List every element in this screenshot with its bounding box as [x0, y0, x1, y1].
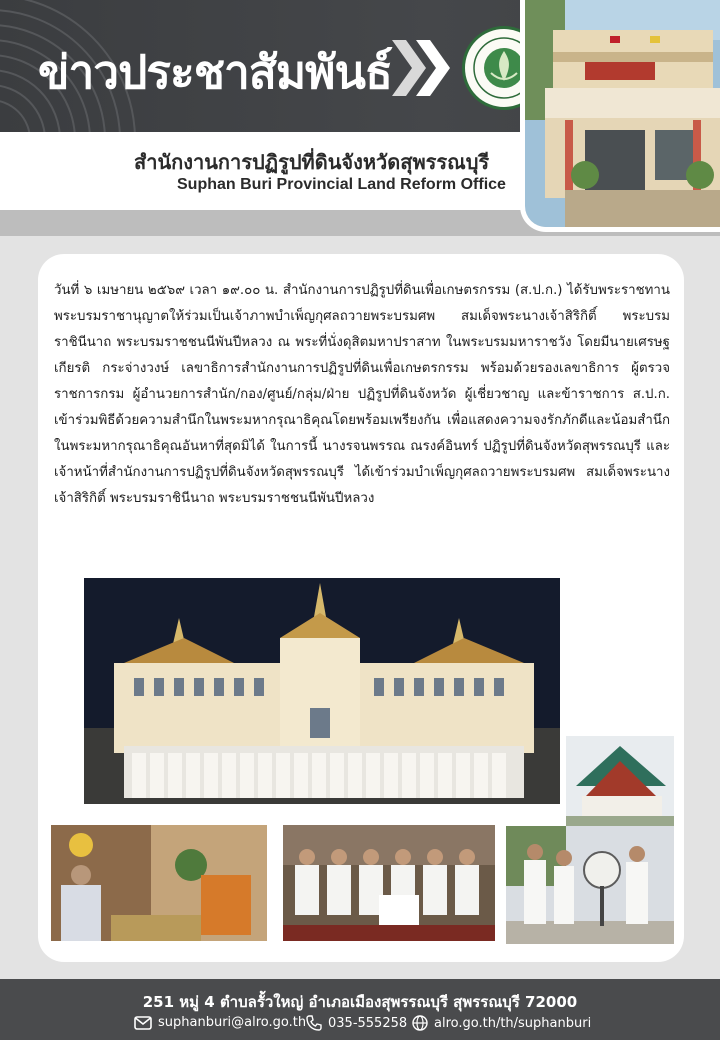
footer-address: 251 หมู่ 4 ตำบลรั้วใหญ่ อำเภอเมืองสุพรรณบุรี สุพรรณบุรี 72000	[142, 993, 578, 1011]
article-body: วันที่ ๖ เมษายน ๒๕๖๙ เวลา ๑๙.๐๐ น. สำนักงานการปฏิรูปที่ดินเพื่อเกษตรกรรม (ส.ป.ก.) ได้รับพระราชทานพระบรมราชานุญาตให้ร่วมเป็นเจ้าภาพบำเพ็ญกุศลถวายพระบรมศพ สมเด็จพระนางเจ้าสิริกิติ์ พระบรมราชินีนาถ พระบรมราชชนนีพันปีหลวง ณ พระที่นั่งดุสิตมหาปราสาท ในพระบรมมหาราชวัง โดยมีนายเศรษฐเกียรติ กระจ่างวงษ์ เลขาธิการสำนักงานการปฏิรูปที่ดินเพื่อเกษตรกรรม พร้อมด้วยรองเลขาธิการ ผู้ตรวจราชการกรม ผู้อำนวยการสำนัก/กอง/ศูนย์/กลุ่ม/ฝ่าย ปฏิรูปที่ดินจังหวัด ผู้เชี่ยวชาญ และข้าราชการ ส.ป.ก. เข้าร่วมพิธีด้วยความสำนึกในพระมหากรุณาธิคุณโดยพร้อมเพรียงกัน เพื่อแสดงความจงรักภักดีและน้อมสำนึกในพระมหากรุณาธิคุณอันหาที่สุดมิได้ ในการนี้ นางรจนพรรณ ณรงค์อินทร์ ปฏิรูปที่ดินจังหวัดสุพรรณบุรี และเจ้าหน้าที่สำนักงานการปฏิรูปที่ดินจังหวัดสุพรรณบุรี ได้เข้าร่วมบำเพ็ญกุศลถวายพระบรมศพ สมเด็จพระนางเจ้าสิริกิติ์ พระบรมราชินีนาถ พระบรมราชชนนีพันปีหลวง	[54, 283, 670, 506]
footer-phone[interactable]	[306, 1015, 407, 1031]
phone-text: 035-555258	[328, 1015, 408, 1031]
officials-seated-photo	[280, 822, 498, 944]
temple-roof-photo	[566, 736, 674, 832]
globe-icon	[412, 1015, 428, 1031]
footer-email[interactable]	[134, 1015, 306, 1030]
footer	[0, 979, 720, 1040]
office-building-photo	[520, 0, 720, 232]
website-text: alro.go.th/th/suphanburi	[434, 1015, 592, 1031]
merit-ceremony-photo	[48, 822, 270, 944]
wreath-staff-photo	[506, 826, 674, 944]
palace-ceremony-photo	[84, 578, 560, 804]
footer-website[interactable]	[412, 1015, 591, 1031]
office-name-thai: สำนักงานการปฏิรูปที่ดินจังหวัดสุพรรณบุรี	[134, 150, 490, 174]
page-title: ข่าวประชาสัมพันธ์	[38, 45, 393, 99]
office-name-english: Suphan Buri Provincial Land Reform Office	[177, 176, 506, 193]
email-icon	[134, 1016, 152, 1030]
phone-icon	[306, 1015, 322, 1031]
chevron-right-icon	[392, 40, 456, 96]
email-text: suphanburi@alro.go.th	[158, 1015, 307, 1030]
